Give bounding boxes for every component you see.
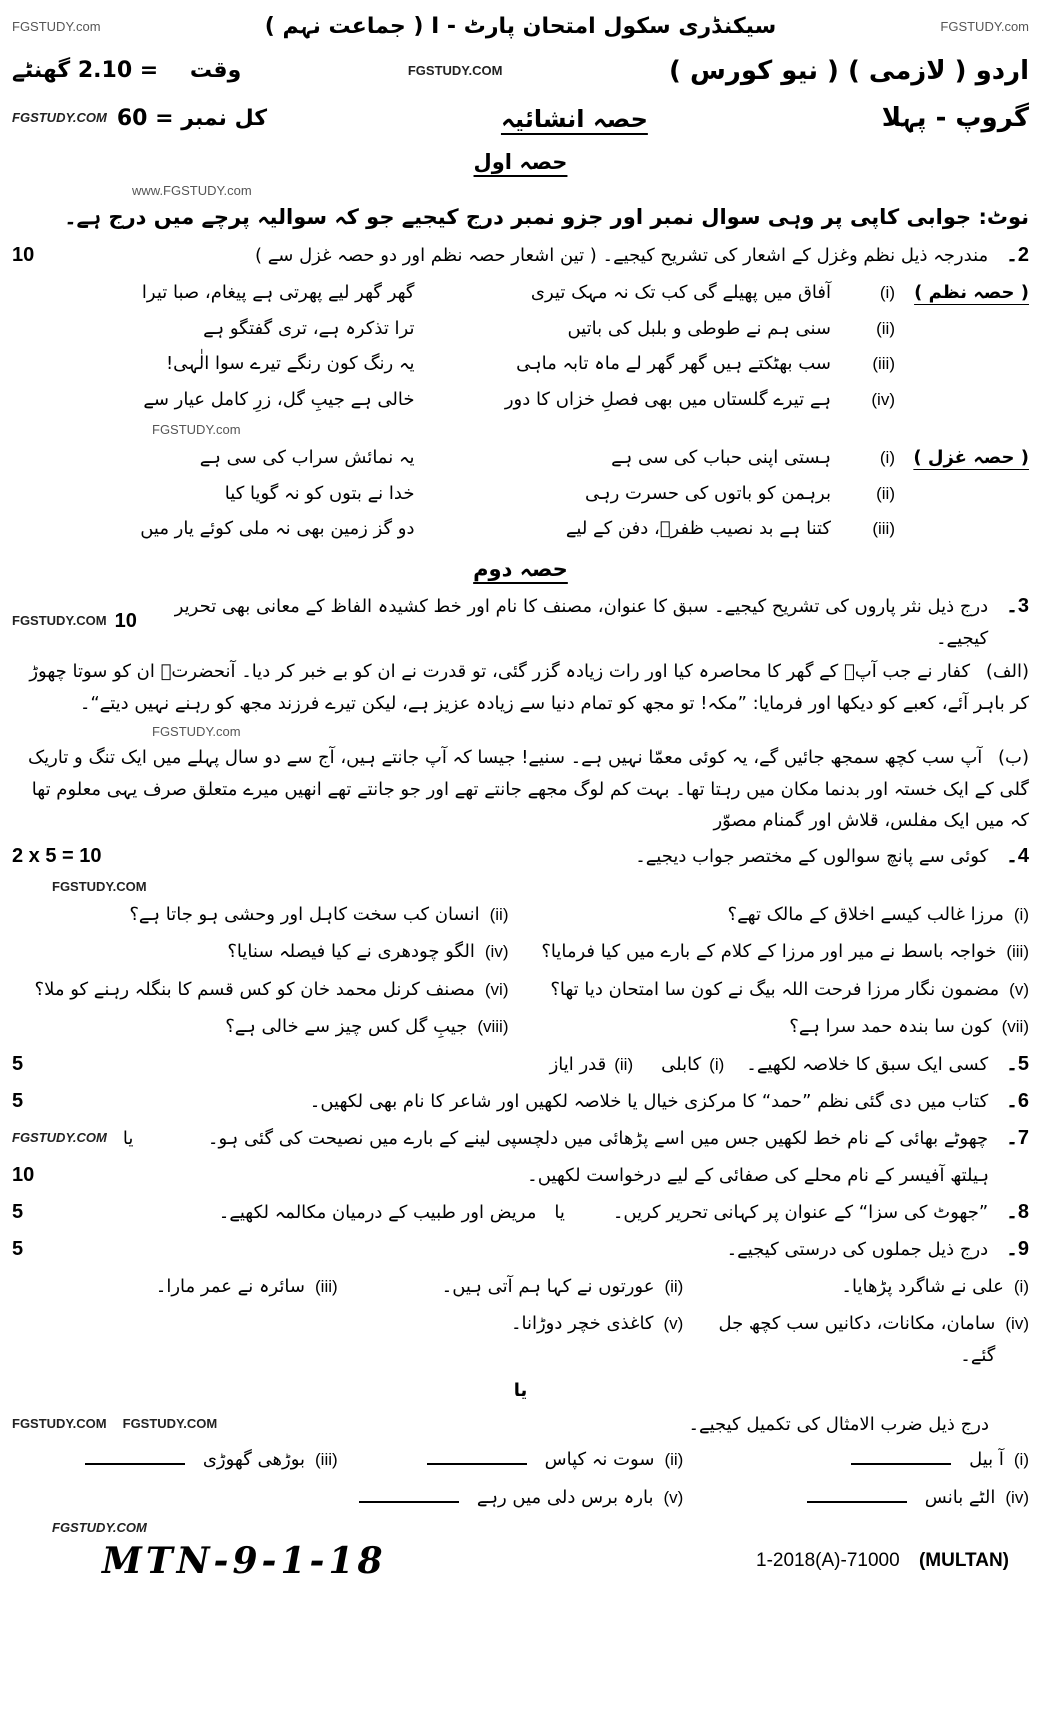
- passage-alif: [12, 656, 1029, 719]
- question-alternative: مریض اور طبیب کے درمیان مکالمہ لکھیے۔: [218, 1201, 537, 1223]
- item-text: مرزا غالب کیسے اخلاق کے مالک تھے؟: [727, 903, 1004, 925]
- verse-number-cell: [845, 348, 895, 380]
- verse-number: (ii): [876, 318, 895, 338]
- footer: [12, 1540, 1029, 1582]
- total-marks-group: [12, 100, 267, 139]
- short-question-item: [533, 899, 1030, 931]
- watermark: FGSTUDY.COM: [52, 878, 147, 894]
- instruction-note: نوٹ: جوابی کاپی پر وہی سوال نمبر اور جزو نمبر درج کیجیے جو کہ سوالیہ پرچے میں درج ہے۔: [64, 205, 1029, 230]
- short-question-item: [533, 974, 1030, 1006]
- verse-first-line: ہے تیرے گلستاں میں بھی فصلِ خزاں کا دور: [504, 388, 831, 410]
- verse-label-cell: [909, 348, 1029, 380]
- short-question-item: [533, 1011, 1030, 1043]
- part-two-title: حصہ دوم: [473, 556, 568, 581]
- item-text: مضمون نگار مرزا فرحت اللہ بیگ نے کون سا امتحان دیا تھا؟: [550, 978, 1000, 1000]
- sentence-correction-item: [703, 1308, 1029, 1371]
- total-marks: کل نمبر = 60: [116, 105, 268, 131]
- short-question-item: [12, 899, 509, 931]
- item-number: (iii): [315, 1276, 338, 1296]
- question-8: [12, 1195, 1029, 1230]
- item-text: علی نے شاگرد پڑھایا۔: [841, 1275, 1004, 1297]
- question-marks-group: [12, 604, 137, 639]
- board-name: (MULTAN): [918, 1550, 1009, 1572]
- verse-number-cell: [845, 313, 895, 345]
- answer-blank[interactable]: [807, 1489, 907, 1503]
- proverb-item: [358, 1444, 684, 1476]
- nazm-label: ( حصہ نظم ): [914, 282, 1029, 303]
- group-label: گروپ - پہلا: [881, 103, 1029, 133]
- proverb-item: [12, 1444, 338, 1476]
- verse-number: (iii): [872, 519, 895, 538]
- item-text: بارہ برس دلی میں رہے: [476, 1486, 654, 1508]
- verse-label-cell: [909, 442, 1029, 474]
- verse-number: (i): [879, 448, 895, 467]
- part-one-title: حصہ اول: [473, 149, 568, 174]
- header-subject-row: [12, 49, 1029, 95]
- question-text: مندرجہ ذیل نظم وغزل کے اشعار کی تشریح کیجیے۔ ( تین اشعار حصہ نظم اور دو حصہ غزل سے ): [255, 245, 989, 266]
- item-text: مصنف کرنل محمد خان کو کس قسم کا بنگلہ رہنے کو ملا؟: [34, 978, 475, 1000]
- item-text: الگو چودھری نے کیا فیصلہ سنایا؟: [227, 941, 475, 963]
- subject-title: اردو ( لازمی ) ( نیو کورس ): [669, 55, 1029, 86]
- question-marks: 2 x 5 = 10: [12, 844, 102, 867]
- item-number: (vi): [484, 979, 509, 999]
- item-number: (iv): [1005, 1314, 1029, 1334]
- item-number: (v): [1009, 979, 1029, 999]
- item-text: کاغذی خچر دوڑانا۔: [510, 1313, 654, 1335]
- passage-label: (ب): [998, 747, 1029, 769]
- watermark: FGSTUDY.COM: [12, 110, 107, 126]
- question-number: 2۔: [1006, 244, 1029, 266]
- verse-first-line: سب بھٹکتے ہیں گھر گھر لے ماہ تابہ ماہی: [516, 353, 831, 374]
- question-marks: 5: [12, 1200, 24, 1223]
- question-6: [12, 1084, 1029, 1119]
- watermark: FGSTUDY.com: [152, 422, 241, 437]
- item-number: (iii): [315, 1450, 338, 1470]
- question-number: 9۔: [1006, 1237, 1029, 1260]
- time-value: = 2.10 گھنٹے: [12, 58, 159, 83]
- watermark: FGSTUDY.com: [152, 724, 241, 740]
- item-text: کون سا بندہ حمد سرا ہے؟: [789, 1016, 992, 1038]
- question-text: درج ذیل جملوں کی درستی کیجیے۔: [726, 1238, 989, 1260]
- watermark-line: [12, 1517, 1029, 1536]
- proverbs-heading-row: [12, 1409, 1029, 1441]
- short-question-item: [12, 974, 509, 1006]
- answer-blank[interactable]: [359, 1489, 459, 1503]
- verse-label-cell: [909, 313, 1029, 345]
- question-marks: 10: [12, 1163, 35, 1186]
- short-question-item: [12, 936, 509, 968]
- question-text: درج ذیل نثر پاروں کی تشریح کیجیے۔ سبق کا عنوان، مصنف کا نام اور خط کشیدہ الفاظ کے معانی بھی تحریر کیجیے۔: [174, 596, 989, 649]
- item-number: (iv): [1005, 1487, 1029, 1507]
- question-marks: 10: [12, 244, 35, 266]
- question-number: 8۔: [1006, 1200, 1029, 1223]
- verse-first-line: آفاق میں پھیلے گی کب تک نہ مہک تیری: [530, 282, 831, 303]
- proverbs: [12, 1444, 1029, 1513]
- question-7: [12, 1121, 1029, 1156]
- question-text: چھوٹے بھائی کے نام خط لکھیں جس میں اسے پڑھائی میں دلچسپی لینے کے بارے میں نصیحت کی گئی ہو۔: [207, 1127, 989, 1149]
- section-title: حصہ انشائیہ: [500, 104, 648, 133]
- item-number: (i): [1013, 1450, 1029, 1470]
- watermark-line: [12, 180, 1029, 199]
- sentence-correction-item: [358, 1308, 684, 1371]
- item-text: انسان کب سخت کاہل اور وحشی ہو جاتا ہے؟: [129, 903, 480, 925]
- item-text: عورتوں نے کہا ہم آتی ہیں۔: [441, 1275, 655, 1297]
- verse-label-cell: [909, 513, 1029, 545]
- short-question-item: [533, 936, 1030, 968]
- watermark: FGSTUDY.com: [940, 18, 1029, 34]
- verse-number-cell: [845, 442, 895, 474]
- question-text: کسی ایک سبق کا خلاصہ لکھیے۔: [746, 1053, 989, 1075]
- passage-line: آپ سب کچھ سمجھ جائیں گے، یہ کوئی معمّا نہیں ہے۔ سنیے! جیسا کہ آپ جانتے ہیں، آج سے دو سال پہلے میں ایک تنگ و تاریک گلی کے ایک خستہ اور: [28, 747, 1029, 800]
- option-text: قدر ایاز: [549, 1053, 607, 1075]
- question-text: کتاب میں دی گئی نظم ”حمد“ کا مرکزی خیال یا خلاصہ لکھیں اور شاعر کا نام بھی لکھیں۔: [309, 1090, 989, 1112]
- question-marks: 5: [12, 1089, 24, 1112]
- question-9: [12, 1232, 1029, 1267]
- passage-be: [12, 742, 1029, 837]
- passage-line: کفار نے جب آپؐ کے گھر کا محاصرہ کیا اور رات زیادہ گزر گئی، تو قدرت نے ان کو بے خبر کر دیا۔ آنحضرتؐ ان کو سوتا چھوڑ کر باہر آئے،: [29, 661, 1029, 714]
- option-text: کابلی: [661, 1053, 702, 1075]
- question-4: [12, 839, 1029, 874]
- item-text: الٹے بانس: [924, 1486, 996, 1508]
- verse-number-cell: [845, 513, 895, 545]
- question-number: 3۔: [1006, 595, 1029, 618]
- verse-first-line: کتنا ہے بد نصیب ظفرؔ، دفن کے لیے: [565, 518, 831, 539]
- watermark: FGSTUDY.COM: [407, 62, 503, 78]
- item-text: سائرہ نے عمر مارا۔: [155, 1275, 306, 1297]
- or-label: یا: [513, 1380, 528, 1402]
- question-text: کوئی سے پانچ سوالوں کے مختصر جواب دیجیے۔: [635, 845, 989, 867]
- ghazal-label: ( حصہ غزل ): [913, 447, 1029, 468]
- watermark: FGSTUDY.COM: [122, 1416, 218, 1432]
- watermark: FGSTUDY.COM: [12, 613, 107, 629]
- question-number: 6۔: [1006, 1089, 1029, 1112]
- item-number: (ii): [664, 1450, 684, 1470]
- short-questions: [12, 899, 1029, 1043]
- verse-second-line: یہ رنگ کون رنگے تیرے سوا الٰہی!: [165, 353, 415, 374]
- answer-blank[interactable]: [427, 1451, 527, 1465]
- header-title-row: [12, 8, 1029, 47]
- watermark: FGSTUDY.COM: [12, 1416, 107, 1432]
- verse-number-cell: [845, 384, 895, 416]
- question-5: [12, 1047, 1029, 1082]
- watermark: FGSTUDY.COM: [52, 1520, 147, 1536]
- question-3: [12, 589, 1029, 654]
- answer-blank[interactable]: [85, 1451, 185, 1465]
- verse-first-line: سنی ہم نے طوطی و بلبل کی باتیں: [567, 317, 831, 339]
- sentence-correction-item: [703, 1271, 1029, 1303]
- nazm-verses: [12, 277, 1029, 415]
- item-number: (ii): [664, 1276, 684, 1296]
- verse-second-line: گھر گھر لیے پھرتی ہے پیغام، صبا تیرا: [141, 282, 415, 303]
- or-label: یا: [554, 1201, 565, 1223]
- item-text: سامان، مکانات، دکانیں سب کچھ جل گئے۔: [718, 1313, 996, 1366]
- question-number: 5۔: [1006, 1052, 1029, 1075]
- paper-code-text: 1-2018(A)-71000: [756, 1550, 900, 1572]
- question-marks: 10: [114, 610, 137, 633]
- watermark: FGSTUDY.com: [12, 18, 101, 34]
- proverb-item: [703, 1444, 1029, 1476]
- item-text: بوڑھی گھوڑی: [202, 1449, 306, 1471]
- watermark: FGSTUDY.COM: [12, 1129, 107, 1145]
- time-allowed: [12, 52, 241, 91]
- item-text: آ بیل: [969, 1449, 1004, 1471]
- item-number: (iii): [1006, 942, 1029, 962]
- verse-second-line: خدا نے بتوں کو نہ گویا کیا: [224, 482, 415, 504]
- option-number: (ii): [614, 1054, 634, 1074]
- item-number: (v): [663, 1487, 684, 1507]
- verse-label-cell: [909, 277, 1029, 309]
- item-number: (iv): [484, 942, 509, 962]
- sentence-correction-item: [12, 1271, 338, 1303]
- verse-label-cell: [909, 478, 1029, 510]
- verse-number: (ii): [876, 483, 895, 503]
- answer-blank[interactable]: [851, 1451, 951, 1465]
- verse-second-line: دو گز زمین بھی نہ ملی کوئے یار میں: [140, 518, 415, 539]
- ghazal-verses: [12, 442, 1029, 545]
- watermark-line: [12, 419, 1029, 438]
- question-number: 7۔: [1006, 1126, 1029, 1149]
- passage-line: بدنما مکان میں رہتا تھا۔ بہت کم لوگ مجھے جانتے تھے اور جو جانتے تھے انھیں میرے متعلق صرف یہی معلوم تھا کہ میں ایک مفلس، قلاش اور گمنام مصوّر: [31, 778, 1029, 832]
- proverbs-heading: درج ذیل ضرب الامثال کی تکمیل کیجیے۔: [688, 1413, 989, 1435]
- verse-second-line: ترا تذکرہ ہے، تری گفتگو ہے: [203, 317, 415, 339]
- verse-second-line: خالی ہے جیبِ گل، زرِ کامل عیار سے: [143, 388, 415, 410]
- verse-number-cell: [845, 478, 895, 510]
- proverb-item: [358, 1482, 684, 1514]
- passage-label: (الف): [985, 661, 1029, 683]
- or-label: یا: [122, 1127, 134, 1149]
- verse-first-line: ہستی اپنی حباب کی سی ہے: [611, 447, 831, 468]
- verse-label-cell: [909, 384, 1029, 416]
- handwritten-paper-code: MTN-9-1-18: [102, 1540, 387, 1583]
- verse-number-cell: [845, 277, 895, 309]
- watermark: www.FGSTUDY.com: [132, 183, 252, 199]
- item-text: خواجہ باسط نے میر اور مرزا کے کلام کے بارے میں کیا فرمایا؟: [541, 941, 997, 963]
- item-number: (viii): [477, 1017, 509, 1037]
- verse-number: (iii): [872, 354, 895, 373]
- option-number: (i): [709, 1054, 725, 1074]
- verse-number: (i): [879, 283, 895, 302]
- short-question-item: [12, 1011, 509, 1043]
- item-number: (ii): [489, 904, 509, 924]
- watermark-line: [12, 876, 1029, 895]
- verse-second-line: یہ نمائش سراب کی سی ہے: [199, 447, 415, 468]
- paper-code: [756, 1550, 1009, 1572]
- question-2: [12, 238, 1029, 273]
- question-marks: 5: [12, 1237, 24, 1260]
- item-number: (vii): [1001, 1017, 1029, 1037]
- passage-line: کعبے کو دیکھا اور فرمایا: ”مکہ! تو مجھ کو تمام دنیا سے زیادہ عزیز ہے، لیکن تیرے فرزند مجھ کو رہنے نہیں دیتے“۔: [79, 692, 936, 714]
- exam-title: سیکنڈری سکول امتحان پارٹ - I ( جماعت نہم ): [264, 14, 777, 39]
- item-text: سوت نہ کپاس: [544, 1449, 655, 1471]
- question-7-alternative-row: [12, 1158, 1029, 1193]
- header-group-row: [12, 96, 1029, 142]
- question-marks: 5: [12, 1052, 24, 1075]
- question-7-alternative: ہیلتھ آفیسر کے نام محلے کی صفائی کے لیے درخواست لکھیں۔: [527, 1164, 989, 1186]
- sentence-correction-item: [358, 1271, 684, 1303]
- proverb-item: [703, 1482, 1029, 1514]
- verse-number: (iv): [871, 389, 895, 409]
- sentence-corrections: [12, 1271, 1029, 1372]
- item-number: (v): [663, 1314, 684, 1334]
- question-number: 4۔: [1006, 844, 1029, 867]
- item-text: جیبِ گل کس چیز سے خالی ہے؟: [225, 1016, 468, 1038]
- time-label: وقت: [189, 58, 242, 83]
- watermark-line: [12, 721, 1029, 740]
- question-text: ”جھوٹ کی سزا“ کے عنوان پر کہانی تحریر کریں۔: [612, 1201, 989, 1223]
- item-number: (i): [1013, 904, 1029, 924]
- verse-first-line: برہمن کو باتوں کی حسرت رہی: [585, 482, 831, 504]
- item-number: (i): [1013, 1276, 1029, 1296]
